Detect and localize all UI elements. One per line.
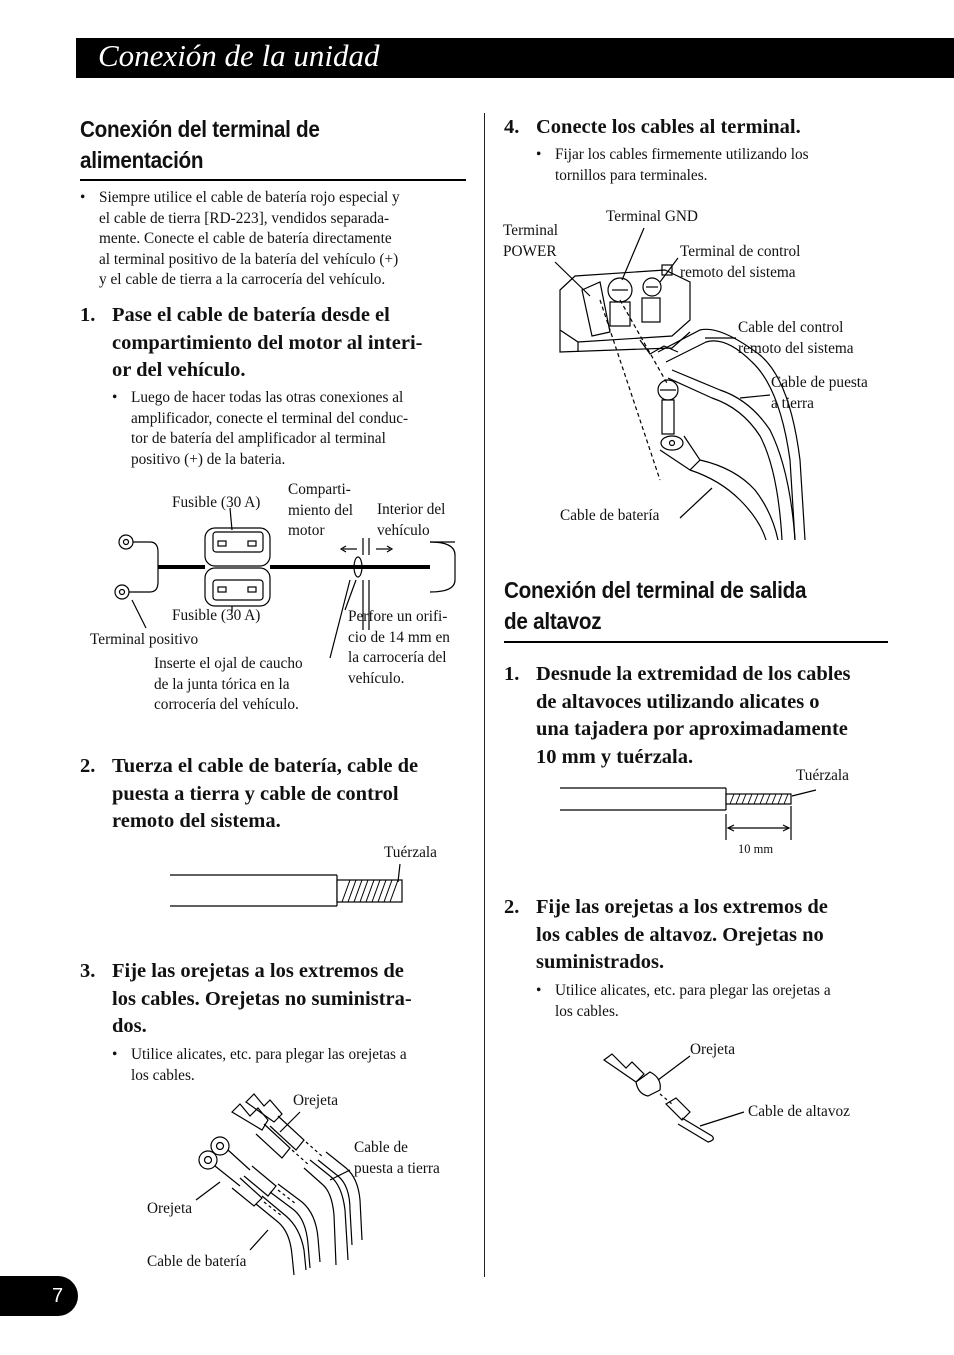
step-number: 3. [80, 960, 96, 982]
bullet-dot: • [112, 389, 118, 406]
step-line: Desnude la extremidad de los cables [536, 663, 851, 685]
step-number: 1. [504, 663, 520, 685]
bullet-line: tor de batería del amplificador al terminal [131, 430, 386, 447]
label-line: Comparti- [288, 481, 351, 498]
label-positive-terminal: Terminal positivo [90, 631, 199, 648]
step-line: Pase el cable de batería desde el [112, 304, 390, 326]
label-line: Cable de puesta [771, 374, 868, 391]
step-line: los cables. Orejetas no suministra- [112, 987, 412, 1010]
label-twist: Tuérzala [384, 844, 437, 861]
label-line: Cable de [354, 1139, 408, 1156]
step-line: Conecte los cables al terminal. [536, 116, 801, 138]
bullet-line: los cables. [131, 1066, 195, 1084]
bullet-line: Utilice alicates, etc. para plegar las orejetas a [131, 1046, 407, 1063]
label-line: de la junta tórica en la [154, 675, 290, 693]
label-line: corrocería del vehículo. [154, 696, 299, 713]
bullet-line: Siempre utilice el cable de batería rojo especial y [99, 189, 400, 206]
step-line: 10 mm y tuérzala. [536, 745, 694, 768]
bullet-line: los cables. [555, 1002, 619, 1020]
label-fuse-bottom: Fusible (30 A) [172, 607, 261, 624]
label-lug-left: Orejeta [147, 1200, 193, 1217]
step-line: puesta a tierra y cable de control [112, 782, 399, 805]
bullet-dot: • [112, 1046, 118, 1063]
step-number: 4. [504, 116, 520, 138]
label-line: remoto del sistema [680, 263, 796, 281]
section-title-line: de altavoz [504, 608, 602, 634]
section-title-line: alimentación [80, 147, 204, 173]
step-line: remoto del sistema. [112, 810, 281, 832]
label-line: vehículo. [348, 669, 405, 687]
bullet-dot: • [80, 189, 86, 206]
step-number: 2. [504, 896, 520, 918]
label-line: Interior del [377, 501, 446, 518]
label-line: POWER [503, 242, 557, 260]
page-number: 7 [52, 1285, 64, 1307]
page-number-badge [0, 1276, 78, 1316]
label-line: Perfore un orifi- [348, 608, 448, 625]
section-title-line: Conexión del terminal de salida [504, 577, 807, 603]
step-line: los cables de altavoz. Orejetas no [536, 923, 824, 946]
label-line: puesta a tierra [354, 1159, 440, 1177]
step-line: compartimiento del motor al interi- [112, 331, 423, 354]
bullet-dot: • [536, 146, 542, 163]
step-line: dos. [112, 1015, 147, 1037]
step-line: Tuerza el cable de batería, cable de [112, 755, 419, 777]
bullet-line: al terminal positivo de la batería del vehículo (+) [99, 250, 399, 268]
label-line: vehículo [377, 521, 430, 539]
bullet-line: tornillos para terminales. [555, 166, 708, 184]
label-line: remoto del sistema [738, 339, 854, 357]
label-battery-cable: Cable de batería [147, 1253, 247, 1270]
step-line: or del vehículo. [112, 359, 246, 381]
step-line: Fije las orejetas a los extremos de [536, 896, 828, 918]
step-number: 2. [80, 755, 96, 777]
label-line: Inserte el ojal de caucho [154, 655, 303, 672]
bullet-line: Fijar los cables firmemente utilizando los [555, 146, 809, 163]
label-line: a tierra [771, 394, 814, 412]
label-twist-right: Tuérzala [796, 767, 849, 784]
label-battery-cable-right: Cable de batería [560, 507, 660, 524]
step-number: 1. [80, 304, 96, 326]
label-terminal-gnd: Terminal GND [606, 208, 698, 225]
label-lug-right: Orejeta [690, 1041, 736, 1058]
bullet-line: positivo (+) de la bateria. [131, 450, 286, 468]
label-speaker-cable: Cable de altavoz [748, 1103, 850, 1120]
bullet-line: amplificador, conecte el terminal del conduc- [131, 409, 409, 427]
step-line: una tajadera por aproximadamente [536, 718, 848, 740]
step-line: de altavoces utilizando alicates o [536, 690, 820, 713]
label-line: la carrocería del [348, 649, 447, 666]
bullet-line: Utilice alicates, etc. para plegar las orejetas a [555, 982, 831, 999]
label-line: motor [288, 522, 325, 539]
label-line: Terminal [503, 222, 558, 239]
label-lug-top: Orejeta [293, 1092, 339, 1109]
bullet-line: mente. Conecte el cable de batería directamente [99, 230, 392, 247]
label-fuse-top: Fusible (30 A) [172, 494, 261, 511]
bullet-dot: • [536, 982, 542, 999]
step-line: Fije las orejetas a los extremos de [112, 960, 404, 982]
bullet-line: Luego de hacer todas las otras conexiones al [131, 389, 404, 406]
section-title-line: Conexión del terminal de [80, 116, 320, 142]
label-dimension: 10 mm [738, 842, 774, 856]
label-line: Terminal de control [680, 243, 801, 260]
bullet-line: el cable de tierra [RD-223], vendidos separada- [99, 209, 390, 227]
label-line: cio de 14 mm en [348, 628, 450, 646]
page-title: Conexión de la unidad [98, 38, 380, 73]
label-line: miento del [288, 501, 353, 519]
step-line: suministrados. [536, 951, 665, 973]
label-line: Cable del control [738, 319, 844, 336]
bullet-line: y el cable de tierra a la carrocería del vehículo. [99, 271, 386, 288]
